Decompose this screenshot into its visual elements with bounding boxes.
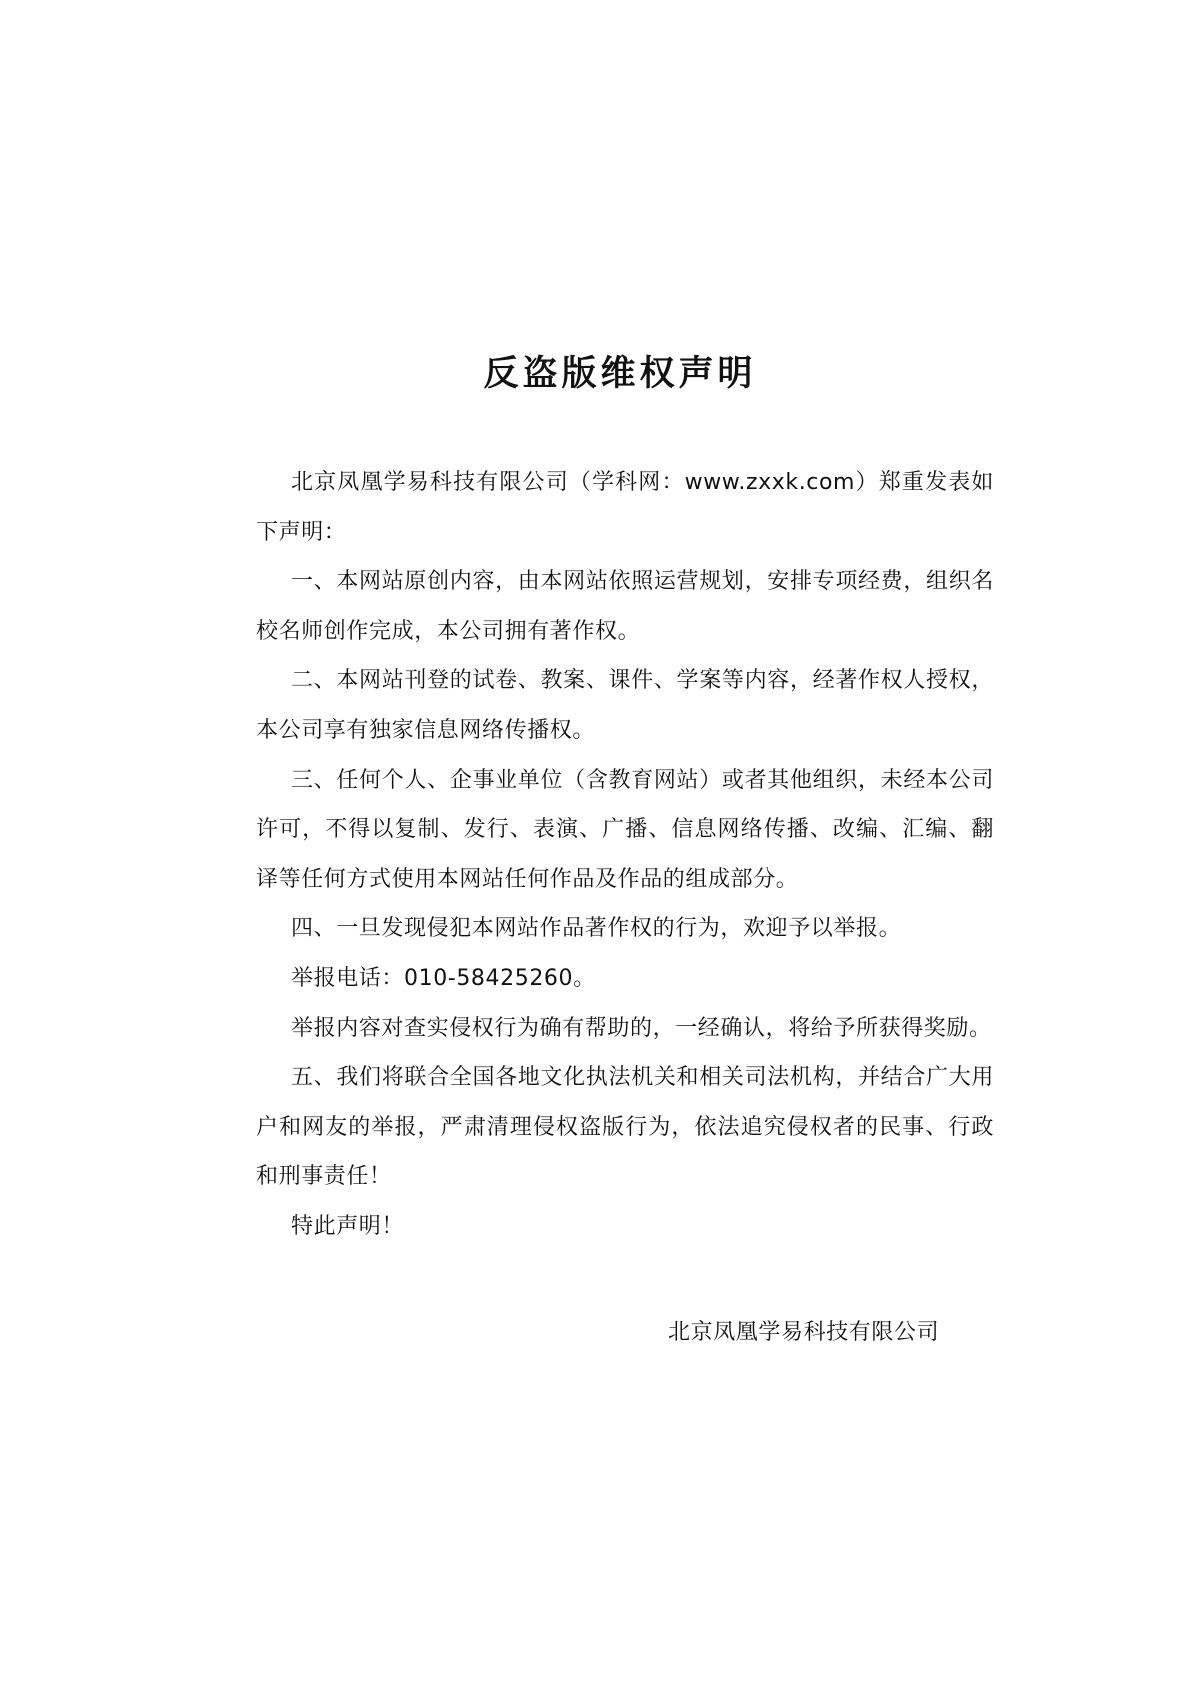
paragraph-intro: 北京凤凰学易科技有限公司（学科网：www.zxxk.com）郑重发表如下声明： [256, 470, 994, 545]
paragraph-closing: 特此声明！ [291, 1213, 405, 1239]
paragraph-clause-2: 二、本网站刊登的试卷、教案、课件、学案等内容，经著作权人授权，本公司享有独家信息网络传播权。 [256, 668, 994, 743]
paragraph-report-phone: 举报电话：010-58425260。 [291, 965, 596, 991]
document-title: 反盗版维权声明 [483, 354, 757, 394]
document-body [256, 458, 994, 1252]
paragraph-clause-3: 三、任何个人、企事业单位（含教育网站）或者其他组织，未经本公司许可，不得以复制、发行、表演、广播、信息网络传播、改编、汇编、翻译等任何方式使用本网站任何作品及作品的组成部分。 [256, 767, 994, 892]
signature-company: 北京凤凰学易科技有限公司 [668, 1320, 940, 1345]
paragraph-report-reward: 举报内容对查实侵权行为确有帮助的，一经确认，将给予所获得奖励。 [291, 1015, 992, 1041]
paragraph-clause-4: 四、一旦发现侵犯本网站作品著作权的行为，欢迎予以举报。 [291, 916, 902, 942]
paragraph-clause-1: 一、本网站原创内容，由本网站依照运营规划，安排专项经费，组织名校名师创作完成，本公司拥有著作权。 [256, 569, 994, 644]
paragraph-clause-5: 五、我们将联合全国各地文化执法机关和相关司法机构，并结合广大用户和网友的举报，严肃清理侵权盗版行为，依法追究侵权者的民事、行政和刑事责任！ [256, 1065, 994, 1190]
